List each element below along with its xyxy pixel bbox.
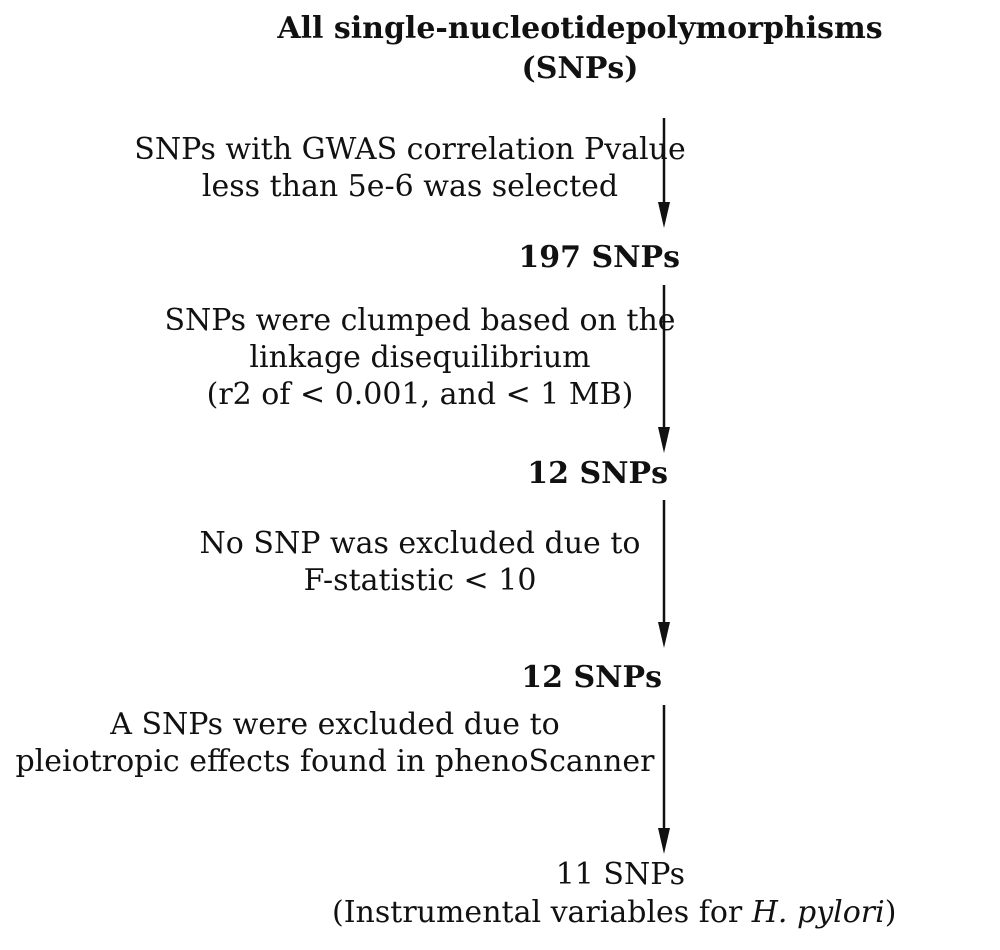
step-4-line1: A SNPs were excluded due to bbox=[110, 707, 560, 742]
step-3-line1: No SNP was excluded due to bbox=[199, 526, 641, 561]
end-node-label: 11 SNPs bbox=[555, 857, 685, 892]
step-2-line2: linkage disequilibrium bbox=[249, 340, 591, 375]
step-1-line1: SNPs with GWAS correlation Pvalue bbox=[134, 132, 686, 167]
end-node-note-prefix: (Instrumental variables for bbox=[332, 895, 752, 930]
step-1-text bbox=[80, 131, 740, 205]
step-1-line2: less than 5e-6 was selected bbox=[201, 169, 619, 204]
start-node-line1: All single-nucleotidepolymorphisms bbox=[277, 11, 883, 46]
step-2-line3: (r2 of < 0.001, and < 1 MB) bbox=[206, 377, 634, 412]
node-197-label: 197 SNPs bbox=[518, 240, 680, 275]
start-node bbox=[220, 11, 940, 87]
step-3-text bbox=[80, 525, 760, 599]
step-2-line1: SNPs were clumped based on the bbox=[164, 303, 676, 338]
step-3-line2: F-statistic < 10 bbox=[303, 563, 537, 598]
node-12-a-label: 12 SNPs bbox=[527, 456, 668, 491]
node-197-snps bbox=[380, 240, 680, 276]
end-node-note-suffix: ) bbox=[884, 895, 897, 930]
node-12-b-label: 12 SNPs bbox=[521, 660, 662, 695]
node-12-snps-a bbox=[368, 456, 668, 492]
node-12-snps-b bbox=[362, 660, 662, 696]
step-2-text bbox=[80, 302, 760, 413]
step-4-line2: pleiotropic effects found in phenoScanner bbox=[15, 744, 655, 779]
end-node-note-italic: H. pylori bbox=[751, 895, 885, 930]
end-node bbox=[300, 857, 980, 931]
start-node-line2: (SNPs) bbox=[521, 51, 639, 86]
end-node-note bbox=[300, 895, 980, 931]
step-4-text bbox=[0, 706, 670, 780]
